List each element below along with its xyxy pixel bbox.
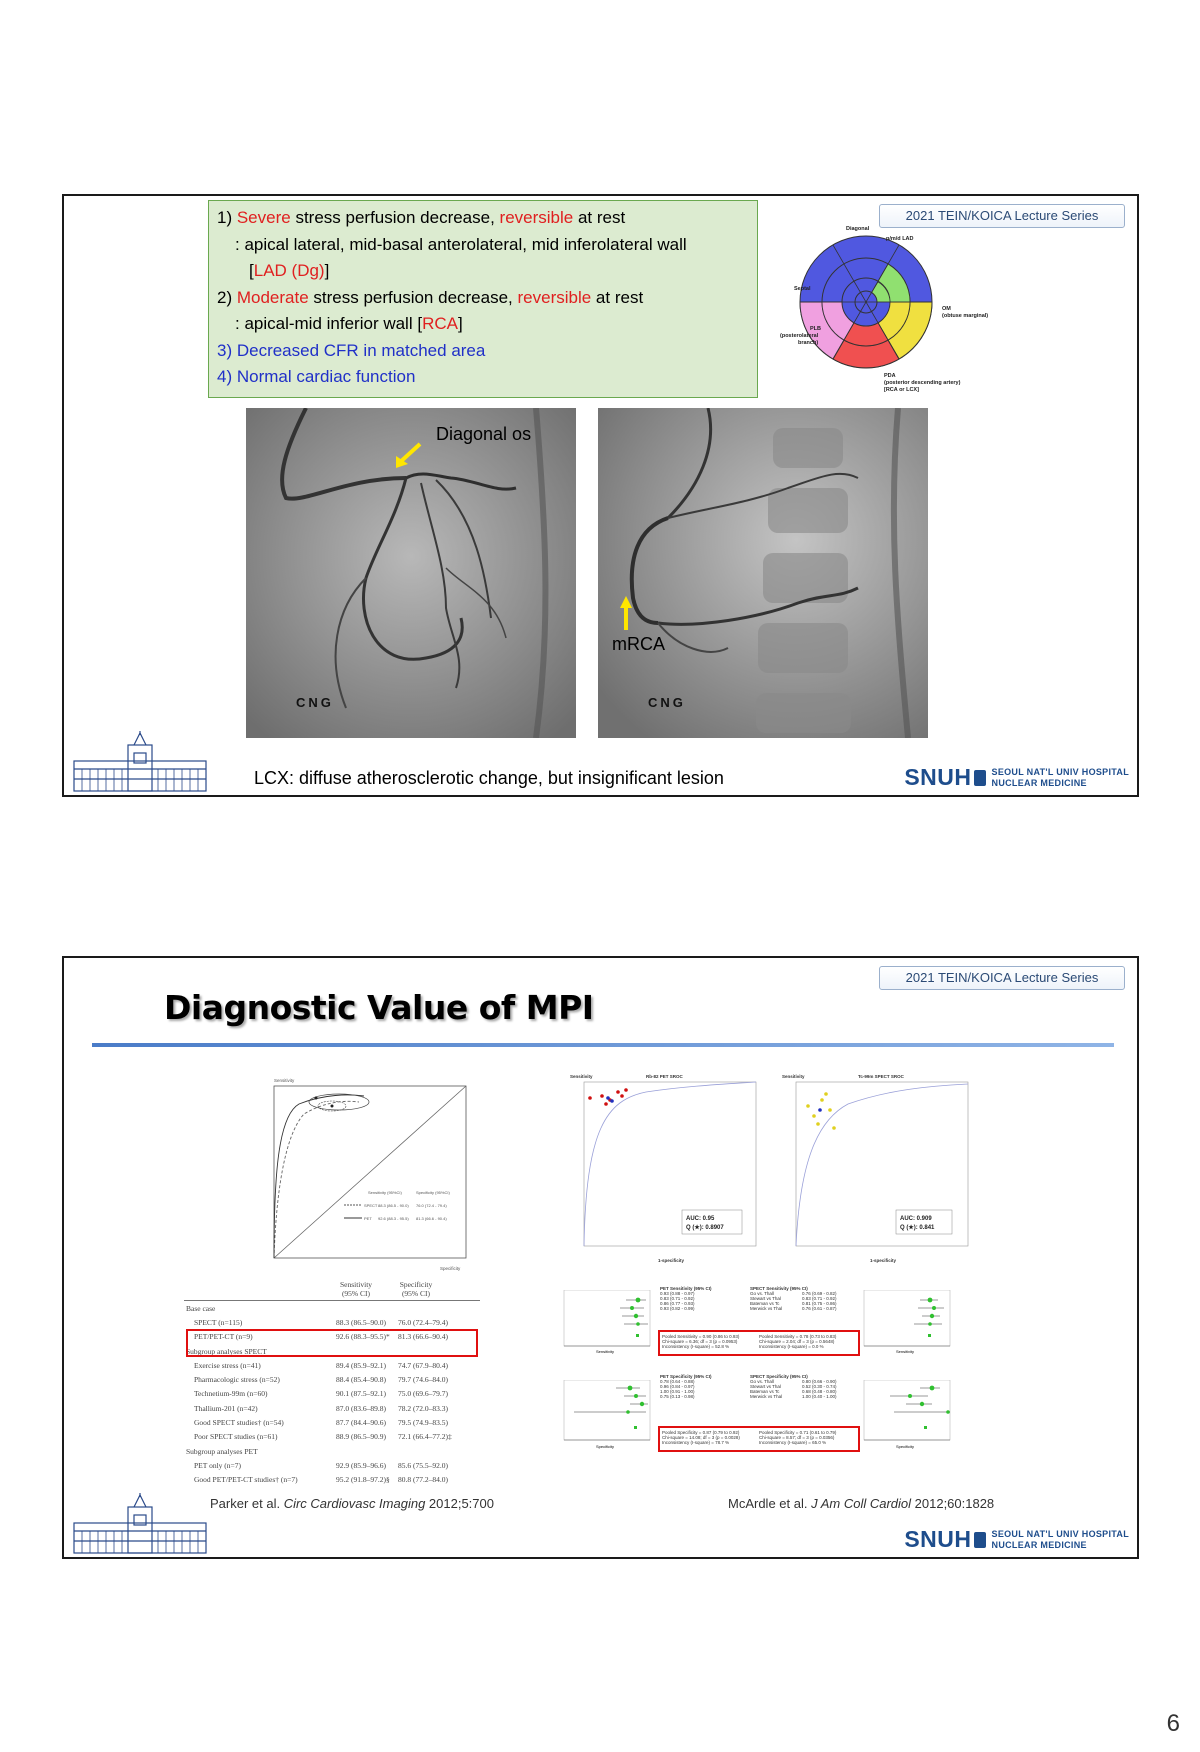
roc-legend-row2-name: PET — [364, 1216, 372, 1221]
finding-1-location: : apical lateral, mid-basal anterolateral, mid inferolateral wall — [235, 234, 687, 254]
forest-pet-spec-plot — [560, 1380, 652, 1452]
forest-spect-sens-plot — [860, 1290, 952, 1354]
snuh-brand — [904, 764, 1129, 791]
table-row — [184, 1444, 458, 1458]
table-row-label: SPECT (n=115) — [194, 1317, 243, 1327]
table-row-label: Subgroup analyses PET — [186, 1446, 258, 1456]
bullseye-label-septal: Septal — [794, 286, 811, 292]
forest-spect-spec-rows — [750, 1379, 870, 1399]
sroc-pet-auc: AUC: 0.95 — [686, 1216, 715, 1222]
pooled-line: Pooled Specificity = 0.87 (0.79 to 0.92) — [662, 1430, 740, 1435]
citation-right: McArdle et al. J Am Coll Cardiol 2012;60:1828 — [728, 1496, 995, 1511]
roc-legend-row1-sens: 88.3 (86.5 - 90.0) — [378, 1203, 409, 1208]
angiogram-right-stamp: CNG — [648, 695, 686, 710]
pooled-sens-box — [658, 1330, 860, 1356]
slide1-footer-note: LCX: diffuse atherosclerotic change, but insignificant lesion — [254, 768, 724, 788]
table-row-sens: 92.6 (88.3–95.5)* — [336, 1332, 390, 1342]
table-row — [184, 1401, 458, 1415]
sroc-spect-q: Q (★): 0.841 — [900, 1225, 935, 1231]
forest-pet-sens-head: PET Sensitivity (95% CI) — [660, 1286, 712, 1291]
forest-axis-sens-1: Sensitivity — [596, 1349, 615, 1354]
forest-axis-sens-2: Sensitivity — [896, 1349, 915, 1354]
angiogram-left — [246, 408, 576, 738]
table-row-spec: 78.2 (72.0–83.3) — [398, 1403, 448, 1413]
roc-x-axis-label: Specificity — [440, 1266, 461, 1271]
pooled-spect-spec — [759, 1430, 856, 1448]
table-row-sens: 87.7 (84.4–90.6) — [336, 1418, 386, 1428]
bullseye-label-plb: PLB — [810, 326, 821, 332]
sroc-pet-q: Q (★): 0.8907 — [686, 1225, 724, 1231]
forest-spect-sens-rows — [750, 1291, 870, 1311]
snuh-emblem-icon-2 — [974, 1532, 986, 1548]
table-row — [184, 1415, 458, 1429]
table-row-spec — [396, 1301, 458, 1315]
table-row-label: Exercise stress (n=41) — [194, 1360, 261, 1370]
angiogram-left-label: Diagonal os — [436, 424, 532, 444]
forest-study-name: Merwick vs Thal — [750, 1394, 783, 1399]
roc-legend-row1-spec: 76.0 (72.4 - 79.4) — [416, 1203, 447, 1208]
bullseye-label-pda-sub1: (posterior descending artery) — [884, 380, 961, 386]
forest-study-value: 0.80 (0.66 - 0.90) — [802, 1379, 837, 1384]
forest-study-value: 0.76 (0.61 - 0.87) — [802, 1306, 837, 1311]
sroc-spect-auc: AUC: 0.909 — [900, 1216, 932, 1222]
hospital-building-logo-2 — [70, 1493, 210, 1555]
col-sens-head: Sensitivity — [339, 1280, 373, 1289]
snuh-emblem-icon — [974, 770, 986, 786]
forest-row: 0.93 (0.88 - 0.97) — [660, 1291, 695, 1296]
slide-title: Diagnostic Value of MPI — [164, 988, 594, 1027]
forest-row: 1.00 (0.91 - 1.00) — [660, 1389, 695, 1394]
angiogram-right-image — [598, 408, 928, 738]
forest-study-value: 0.76 (0.69 - 0.82) — [802, 1291, 837, 1296]
forest-study-name: Merwick vs Thal — [750, 1306, 783, 1311]
bullseye-label-plb-sub1: (posterolateral — [780, 333, 819, 339]
angiogram-left-stamp: CNG — [296, 695, 334, 710]
angiogram-right — [598, 408, 928, 738]
table-row-label: Good SPECT studies† (n=54) — [194, 1418, 284, 1428]
pooled-line: Chi-square = 14.08; df = 3 (p = 0.0028) — [662, 1435, 740, 1440]
table-row-sens: 89.4 (85.9–92.1) — [336, 1360, 386, 1370]
table-row-sens — [334, 1301, 396, 1315]
forest-study-name: Go vs. Thall — [750, 1379, 774, 1384]
sroc-pet-xlabel: 1-specificity — [658, 1258, 685, 1263]
sroc-pet-chart — [566, 1070, 766, 1265]
table-row-sens — [334, 1444, 396, 1458]
roc-y-axis-label: Sensitivity — [274, 1078, 295, 1083]
roc-legend-head-sens: Sensitivity (95%CI) — [368, 1190, 402, 1195]
forest-spect-sens-head: SPECT Sensitivity (95% CI) — [750, 1286, 808, 1291]
snuh-line-2: NUCLEAR MEDICINE — [991, 777, 1087, 788]
forest-spect-spec-plot — [860, 1380, 952, 1452]
pooled-line: Chi-square = 8.57; df = 3 (p = 0.0356) — [759, 1435, 835, 1440]
forest-study-name: Stewart vs Thal — [750, 1296, 781, 1301]
table-row-sens: 87.0 (83.6–89.8) — [336, 1403, 386, 1413]
table-row-spec: 74.7 (67.9–80.4) — [398, 1360, 448, 1370]
results-table-wrap — [184, 1280, 480, 1487]
forest-study-value: 0.52 (0.30 - 0.74) — [802, 1384, 837, 1389]
forest-row — [750, 1394, 870, 1399]
slide-2 — [62, 956, 1139, 1559]
table-row-spec: 85.6 (75.5–92.0) — [398, 1460, 448, 1470]
roc-curve-figure — [244, 1076, 474, 1276]
table-row-spec: 81.3 (66.6–90.4) — [398, 1332, 448, 1342]
col-spec-ci: (95% CI) — [401, 1289, 431, 1298]
table-row-label: Subgroup analyses SPECT — [186, 1346, 267, 1356]
forest-pet-sens-plot — [560, 1290, 652, 1354]
angiogram-right-label: mRCA — [612, 634, 665, 654]
snuh-brand-2 — [904, 1526, 1129, 1553]
table-row-label: Base case — [186, 1303, 216, 1313]
forest-row: 0.86 (0.77 - 0.93) — [660, 1301, 695, 1306]
table-row-spec: 72.1 (66.4–77.2)‡ — [398, 1432, 452, 1442]
pooled-pet-spec — [662, 1430, 759, 1448]
pooled-line: Pooled Sensitivity = 0.78 (0.73 to 0.83) — [759, 1334, 837, 1339]
forest-study-value: 0.68 (0.48 - 0.80) — [802, 1389, 837, 1394]
bullseye-label-diagonal: Diagonal — [846, 226, 870, 232]
forest-plots — [560, 1286, 1050, 1458]
table-row-label: PET/PET-CT (n=9) — [194, 1332, 253, 1342]
table-row — [184, 1315, 458, 1329]
forest-study-name: Bateman vs Tc — [750, 1389, 780, 1394]
table-row-label: Pharmacologic stress (n=52) — [194, 1375, 280, 1385]
pooled-line: Inconsistency (I-square) = 0.0 % — [759, 1344, 824, 1349]
finding-2: 2) Moderate stress perfusion decrease, reversible at rest — [217, 287, 644, 307]
snuh-line-1: SEOUL NAT'L UNIV HOSPITAL — [991, 766, 1129, 777]
roc-legend-head-spec: Specificity (95%CI) — [416, 1190, 450, 1195]
series-tag: 2021 TEIN/KOICA Lecture Series — [879, 204, 1125, 228]
table-row-spec: 79.7 (74.6–84.0) — [398, 1375, 448, 1385]
pooled-line: Pooled Sensitivity = 0.90 (0.86 to 0.93) — [662, 1334, 740, 1339]
table-row-spec: 75.0 (69.6–79.7) — [398, 1389, 448, 1399]
forest-row — [750, 1306, 870, 1311]
roc-legend-row1-name: SPECT — [364, 1203, 378, 1208]
bullseye-label-lad: p/m/d LAD — [886, 236, 914, 242]
forest-study-value: 1.00 (0.40 - 1.00) — [802, 1394, 837, 1399]
forest-spect-spec-head: SPECT Specificity (95% CI) — [750, 1374, 808, 1379]
snuh-line-2-2: NUCLEAR MEDICINE — [991, 1539, 1087, 1550]
findings-box — [208, 200, 758, 398]
table-row-sens: 88.9 (86.5–90.9) — [336, 1432, 386, 1442]
bullseye-label-om-sub: (obtuse marginal) — [942, 313, 989, 319]
page-number: 6 — [1166, 1710, 1180, 1737]
forest-pet-spec-rows — [660, 1379, 750, 1399]
pooled-pet-sens — [662, 1334, 759, 1352]
table-row — [184, 1387, 458, 1401]
bullseye-diagram — [774, 222, 994, 398]
pooled-line: Chi-square = 2.04; df = 3 (p = 0.5648) — [759, 1339, 835, 1344]
hospital-building-logo — [70, 731, 210, 793]
forest-study-name: Bateman vs Tc — [750, 1301, 780, 1306]
highlight-box-base-case — [186, 1329, 478, 1357]
table-row-sens: 88.4 (85.4–90.8) — [336, 1375, 386, 1385]
table-row-label: Good PET/PET-CT studies† (n=7) — [194, 1475, 298, 1485]
pooled-spect-sens — [759, 1334, 856, 1352]
table-row-spec: 76.0 (72.4–79.4) — [398, 1317, 448, 1327]
table-row — [184, 1473, 458, 1487]
sroc-spect-chart — [778, 1070, 978, 1265]
forest-row: 0.78 (0.64 - 0.88) — [660, 1379, 695, 1384]
series-tag-2: 2021 TEIN/KOICA Lecture Series — [879, 966, 1125, 990]
finding-4: 4) Normal cardiac function — [217, 367, 416, 386]
pooled-line: Inconsistency (I-square) = 65.0 % — [759, 1440, 827, 1445]
table-row-sens: 90.1 (87.5–92.1) — [336, 1389, 386, 1399]
bullseye-label-pda-sub2: [RCA or LCX] — [884, 387, 919, 393]
table-row-sens: 95.2 (91.8–97.2)§ — [336, 1475, 390, 1485]
sroc-spect-ylabel: Sensitivity — [782, 1074, 805, 1079]
slide-1 — [62, 194, 1139, 797]
bullseye-label-om: OM — [942, 306, 951, 312]
forest-axis-spec-2: Specificity — [896, 1444, 915, 1449]
sroc-pet-title: Rb-82 PET SROC — [646, 1074, 683, 1079]
table-row-spec: 79.5 (74.9–83.5) — [398, 1418, 448, 1428]
table-row-label: Thallium-201 (n=42) — [194, 1403, 258, 1413]
table-row — [184, 1430, 458, 1444]
citation-left: Parker et al. Circ Cardiovasc Imaging 2012;5:700 — [210, 1496, 494, 1511]
col-sens-ci: (95% CI) — [341, 1289, 371, 1298]
bullseye-label-plb-sub2: branch) — [798, 340, 819, 346]
forest-pet-spec-head: PET Specificity (95% CI) — [660, 1374, 712, 1379]
finding-1-artery: [LAD (Dg)] — [249, 261, 330, 280]
roc-legend-row2-sens: 92.6 (88.3 - 95.5) — [378, 1216, 409, 1221]
bullseye-label-pda: PDA — [884, 373, 896, 379]
finding-2-location: : apical-mid inferior wall [RCA] — [235, 314, 463, 333]
pooled-line: Inconsistency (I-square) = 52.8 % — [662, 1344, 730, 1349]
forest-row: 0.75 (0.13 - 0.98) — [660, 1394, 695, 1399]
forest-axis-spec-1: Specificity — [596, 1444, 615, 1449]
table-row-label: Poor SPECT studies (n=61) — [194, 1432, 278, 1442]
angiogram-left-image — [246, 408, 576, 738]
forest-pet-sens-rows — [660, 1291, 750, 1311]
table-row — [184, 1301, 458, 1315]
sroc-spect-xlabel: 1-specificity — [870, 1258, 897, 1263]
table-row-label: Technetium-99m (n=60) — [194, 1389, 268, 1399]
pooled-line: Chi-square = 6.36; df = 3 (p = 0.0953) — [662, 1339, 738, 1344]
col-spec-head: Specificity — [399, 1280, 433, 1289]
forest-study-name: Go vs. Thall — [750, 1291, 774, 1296]
forest-row: 0.96 (0.84 - 0.97) — [660, 1384, 695, 1389]
table-row-spec: 80.8 (77.2–84.0) — [398, 1475, 448, 1485]
pooled-line: Inconsistency (I-square) = 78.7 % — [662, 1440, 730, 1445]
forest-study-value: 0.83 (0.71 - 0.92) — [802, 1296, 837, 1301]
forest-row: 0.83 (0.71 - 0.92) — [660, 1296, 695, 1301]
table-row — [184, 1358, 458, 1372]
finding-1: 1) Severe stress perfusion decrease, reversible at rest — [217, 208, 626, 227]
snuh-logo: SNUH — [904, 764, 972, 790]
table-row — [184, 1372, 458, 1386]
pooled-spec-box — [658, 1426, 860, 1452]
roc-legend-row2-spec: 81.3 (66.6 - 90.4) — [416, 1216, 447, 1221]
table-row-spec — [396, 1444, 458, 1458]
snuh-logo-2: SNUH — [904, 1526, 972, 1552]
forest-row: 0.93 (0.82 - 0.99) — [660, 1306, 695, 1311]
forest-study-value: 0.81 (0.75 - 0.86) — [802, 1301, 837, 1306]
sroc-spect-title: Tc-99m SPECT SROC — [858, 1074, 904, 1079]
finding-3: 3) Decreased CFR in matched area — [217, 340, 486, 360]
forest-study-name: Stewart vs Thal — [750, 1384, 781, 1389]
table-row-sens: 92.9 (85.9–96.6) — [336, 1460, 386, 1470]
sroc-pet-ylabel: Sensitivity — [570, 1074, 593, 1079]
table-row-label: PET only (n=7) — [194, 1460, 242, 1470]
snuh-line-1-2: SEOUL NAT'L UNIV HOSPITAL — [991, 1528, 1129, 1539]
pooled-line: Pooled Specificity = 0.71 (0.61 to 0.79) — [759, 1430, 837, 1435]
title-rule — [92, 1043, 1114, 1047]
table-row-sens: 88.3 (86.5–90.0) — [336, 1317, 386, 1327]
table-row — [184, 1458, 458, 1472]
